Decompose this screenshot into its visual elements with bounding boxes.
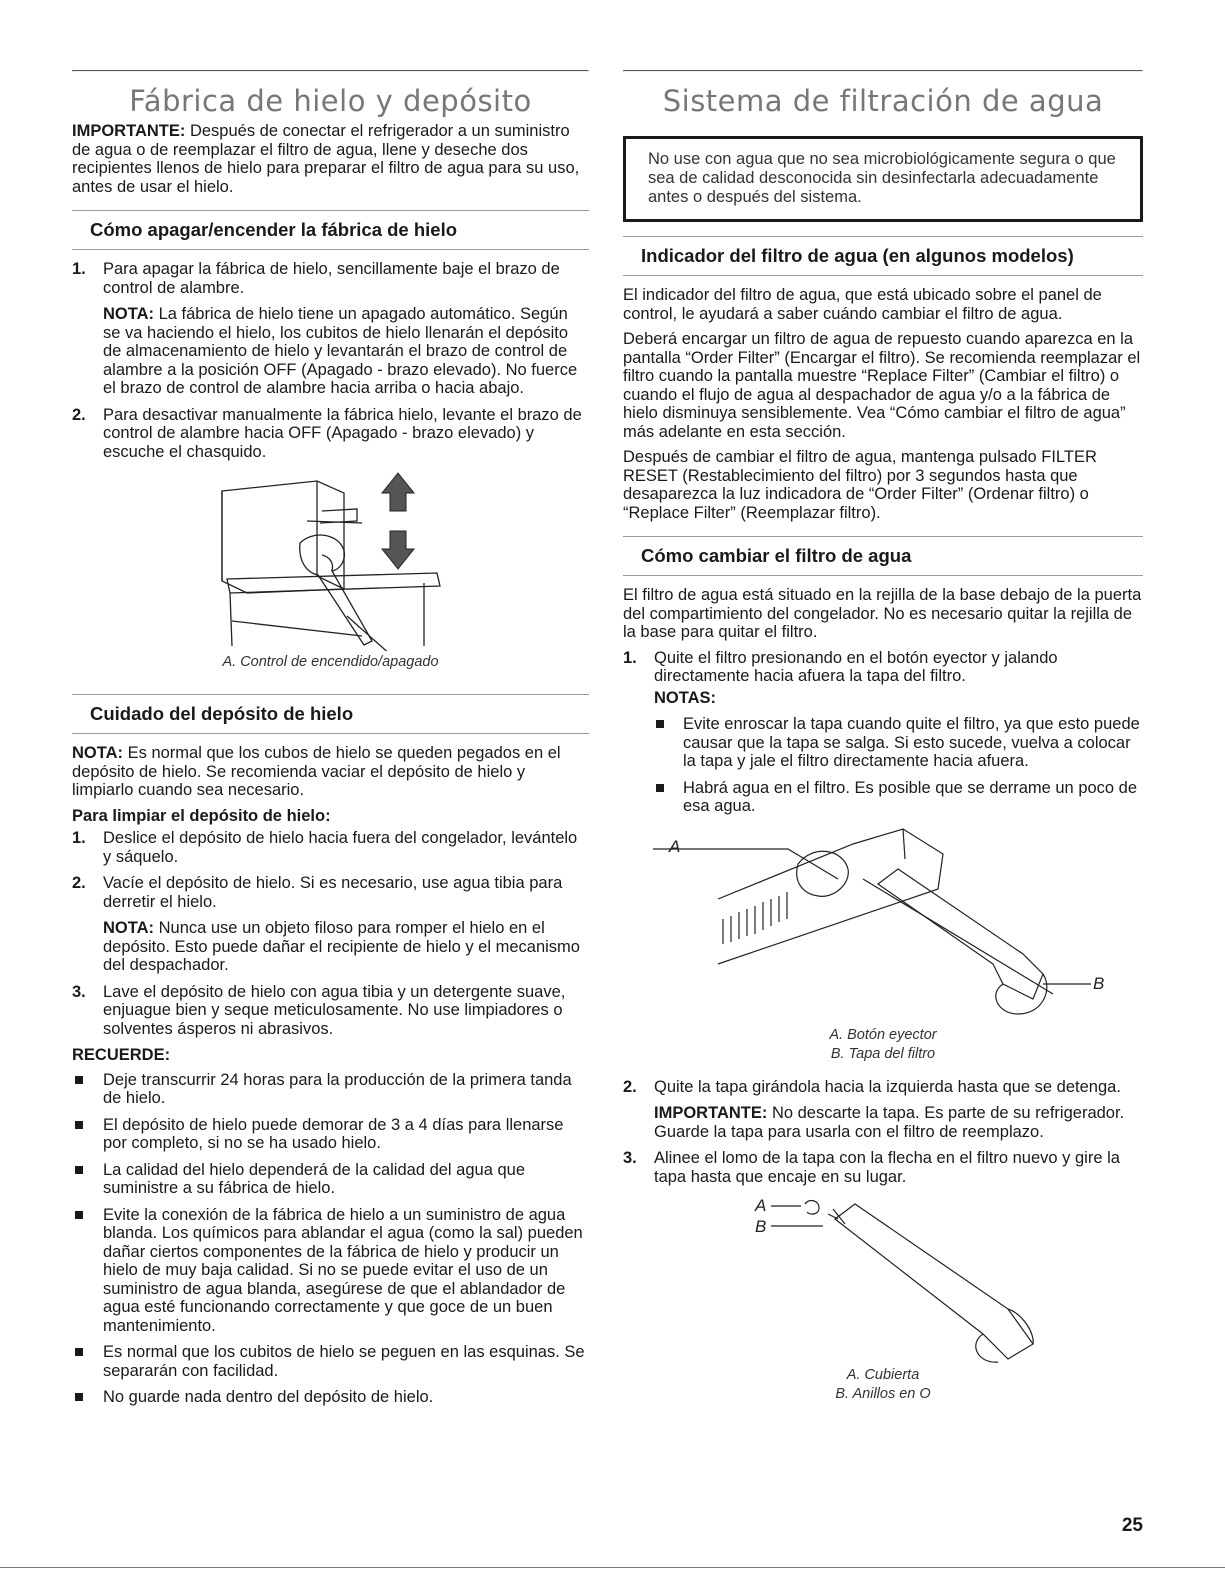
- step-number: 2.: [623, 1077, 637, 1096]
- change-steps: [623, 649, 1143, 708]
- list-item: Es normal que los cubitos de hielo se peguen en las esquinas. Se separarán con facilidad.: [72, 1343, 589, 1380]
- paragraph: Deberá encargar un filtro de agua de repuesto cuando aparezca en la pantalla “Order Filter” (Encargar el filtro). Se recomienda reemplazar el filtro cuando la pantalla muestre “Replace Filter” (Cambiar el filtro) o cuando el flujo de agua al despachador de agua y/o a la fábrica de hielo disminuya sensiblemente. Vea “Cómo cambiar el filtro de agua” más adelante en esta sección.: [623, 330, 1141, 441]
- figure-label-a: A: [669, 836, 681, 856]
- note-text: La fábrica de hielo tiene un apagado automático. Según se va haciendo el hielo, los cubitos de hielo llenarán el depósito de almacenamiento de hielo y levantarán el brazo de control de alambre a la posición OFF (Apagado - brazo elevado). No fuerce el brazo de control de alambre hacia arriba o hacia abajo.: [103, 305, 578, 397]
- intro-text: Después de conectar el refrigerador a un suministro de agua o de reemplazar el filtro de agua, llene y deseche dos recipientes llenos de hielo para preparar el filtro de agua para su uso, antes de usar el hielo.: [72, 122, 580, 196]
- page-number: 25: [1121, 1515, 1143, 1536]
- intro-label: IMPORTANTE:: [72, 122, 186, 140]
- notes-heading: [654, 689, 1143, 708]
- step-text: Alinee el lomo de la tapa con la flecha en el filtro nuevo y gire la tapa hasta que encaje en su lugar.: [654, 1149, 1120, 1186]
- paragraph: El indicador del filtro de agua, que está ubicado sobre el panel de control, le ayudará a saber cuándo cambiar el filtro de agua.: [623, 286, 1102, 323]
- list-item: La calidad del hielo dependerá de la calidad del agua que suministre a su fábrica de hielo.: [72, 1161, 589, 1198]
- remember-list: [72, 1071, 589, 1407]
- caption-line: B. Tapa del filtro: [830, 1045, 936, 1062]
- caption-line: B. Anillos en O: [835, 1386, 931, 1402]
- paragraph: El filtro de agua está situado en la rejilla de la base debajo de la puerta del compartimiento del congelador. No es necesario quitar la rejilla de la base para quitar el filtro.: [623, 586, 1142, 641]
- clean-steps: [72, 829, 589, 1038]
- list-item: [72, 983, 589, 1039]
- left-column: [72, 70, 589, 1415]
- figure-caption: A. Control de encendido/apagado: [222, 654, 439, 670]
- list-item: [72, 260, 589, 398]
- step-text: Quite el filtro presionando en el botón eyector y jalando directamente hacia afuera la tapa del filtro.: [654, 648, 1058, 685]
- list-item: No guarde nada dentro del depósito de hielo.: [72, 1388, 589, 1407]
- list-item: [623, 1149, 1143, 1186]
- step-note: [103, 305, 589, 398]
- section-title-ice-maker: Fábrica de hielo y depósito: [129, 84, 532, 118]
- right-column: [623, 70, 1143, 1414]
- bin-note-paragraph: [72, 744, 589, 800]
- remember-heading-text: RECUERDE:: [72, 1046, 171, 1064]
- step-text: Quite la tapa girándola hacia la izquierda hasta que se detenga.: [654, 1077, 1121, 1096]
- step-number: 3.: [72, 982, 86, 1001]
- clean-heading-text: Para limpiar el depósito de hielo:: [72, 806, 331, 825]
- step-number: 2.: [72, 874, 86, 892]
- clean-heading: [72, 807, 589, 826]
- note-label: NOTA:: [72, 744, 124, 762]
- list-item: [72, 829, 589, 866]
- remember-heading: [72, 1046, 589, 1065]
- figure-label-b: B: [1093, 973, 1105, 993]
- step-number: 1.: [72, 829, 86, 847]
- bottom-rule: [0, 1567, 1225, 1568]
- notes-list: [653, 715, 1143, 816]
- filter-cap-drawing: [623, 1194, 1143, 1364]
- note-text: Nunca use un objeto filoso para romper el hielo en el depósito. Esto puede dañar el recipiente de hielo y el mecanismo del despachador.: [103, 919, 580, 974]
- subheading-ice-bin-care: Cuidado del depósito de hielo: [72, 694, 589, 734]
- figure-label-b: B: [755, 1217, 767, 1236]
- step-note: [654, 1104, 1143, 1141]
- caption-line: A. Botón eyector: [829, 1026, 937, 1043]
- subheading-change-filter: Cómo cambiar el filtro de agua: [623, 536, 1143, 576]
- list-item: Habrá agua en el filtro. Es posible que se derrame un poco de esa agua.: [653, 779, 1143, 816]
- note-label: NOTA:: [103, 305, 155, 323]
- list-item: [623, 649, 1143, 708]
- list-item: Evite enroscar la tapa cuando quite el filtro, ya que esto puede causar que la tapa se salga. Si esto sucede, vuelva a colocar la tapa y jale el filtro directamente hacia afuera.: [653, 715, 1143, 771]
- note-text: No descarte la tapa. Es parte de su refrigerador. Guarde la tapa para usarla con el filtro de reemplazo.: [654, 1104, 1125, 1141]
- top-rule: [623, 70, 1143, 72]
- subheading-filter-indicator: Indicador del filtro de agua (en algunos modelos): [623, 236, 1143, 276]
- notes-heading-text: NOTAS:: [654, 688, 717, 707]
- note-text: Es normal que los cubos de hielo se queden pegados en el depósito de hielo. Se recomienda vaciar el depósito de hielo y limpiarlo cuando sea necesario.: [72, 744, 561, 799]
- note-label: NOTA:: [103, 919, 155, 937]
- list-item: Deje transcurrir 24 horas para la producción de la primera tanda de hielo.: [72, 1071, 589, 1108]
- list-item: [72, 406, 589, 462]
- filter-removal-drawing: [623, 824, 1143, 1024]
- paragraph: Después de cambiar el filtro de agua, mantenga pulsado FILTER RESET (Restablecimiento del filtro) por 3 segundos hasta que desaparezca la luz indicadora de “Order Filter” (Ordenar filtro) o “Replace Filter” (Reemplazar filtro).: [623, 448, 1097, 522]
- note-label: IMPORTANTE:: [654, 1104, 768, 1122]
- change-steps-continued: [623, 1078, 1143, 1187]
- step-text: Vacíe el depósito de hielo. Si es necesario, use agua tibia para derretir el hielo.: [103, 874, 563, 911]
- step-text: Deslice el depósito de hielo hacia fuera del congelador, levántelo y sáquelo.: [103, 829, 578, 866]
- figure-caption: [623, 1366, 1143, 1404]
- top-rule: [72, 70, 589, 72]
- step-number: 1.: [623, 648, 637, 667]
- filter-removal-illustration: [623, 824, 1143, 1024]
- ice-maker-drawing: [72, 471, 589, 651]
- step-text: Para desactivar manualmente la fábrica hielo, levante el brazo de control de alambre hacia OFF (Apagado - brazo elevado) y escuche el chasquido.: [103, 405, 582, 461]
- list-item: [72, 874, 589, 975]
- list-item: Evite la conexión de la fábrica de hielo a un suministro de agua blanda. Los químicos para ablandar el agua (como la sal) pueden dañar ciertos componentes de la fábrica de hielo y producir un hielo de muy baja calidad. Si no se puede evitar el uso de un suministro de agua blanda, asegúrese de que el ablandador de agua esté funcionando correctamente y que goce de un buen mantenimiento.: [72, 1206, 589, 1336]
- filter-cap-illustration: [623, 1194, 1143, 1364]
- step-number: 1.: [72, 260, 86, 278]
- section-title-water-filtration: Sistema de filtración de agua: [662, 84, 1104, 118]
- step-text: Para apagar la fábrica de hielo, sencillamente baje el brazo de control de alambre.: [103, 260, 560, 297]
- step-number: 2.: [72, 405, 86, 424]
- subheading-ice-maker-onoff: Cómo apagar/encender la fábrica de hielo: [72, 210, 589, 250]
- step-note: [103, 919, 589, 975]
- figure-caption: [623, 1026, 1143, 1064]
- ice-maker-illustration: [72, 471, 589, 651]
- step-number: 3.: [623, 1149, 637, 1167]
- warning-box: No use con agua que no sea microbiológicamente segura o que sea de calidad desconocida sin desinfectarla adecuadamente antes o después del sistema.: [623, 136, 1143, 222]
- step-text: Lave el depósito de hielo con agua tibia y un detergente suave, enjuague bien y seque meticulosamente. No use limpiadores o solventes ásperos ni abrasivos.: [103, 982, 566, 1038]
- list-item: [623, 1078, 1143, 1142]
- onoff-steps: [72, 260, 589, 461]
- caption-line: A. Cubierta: [846, 1367, 920, 1383]
- list-item: El depósito de hielo puede demorar de 3 a 4 días para llenarse por completo, si no se ha usado hielo.: [72, 1116, 589, 1153]
- figure-label-a: A: [755, 1196, 767, 1215]
- intro-paragraph: [72, 122, 589, 196]
